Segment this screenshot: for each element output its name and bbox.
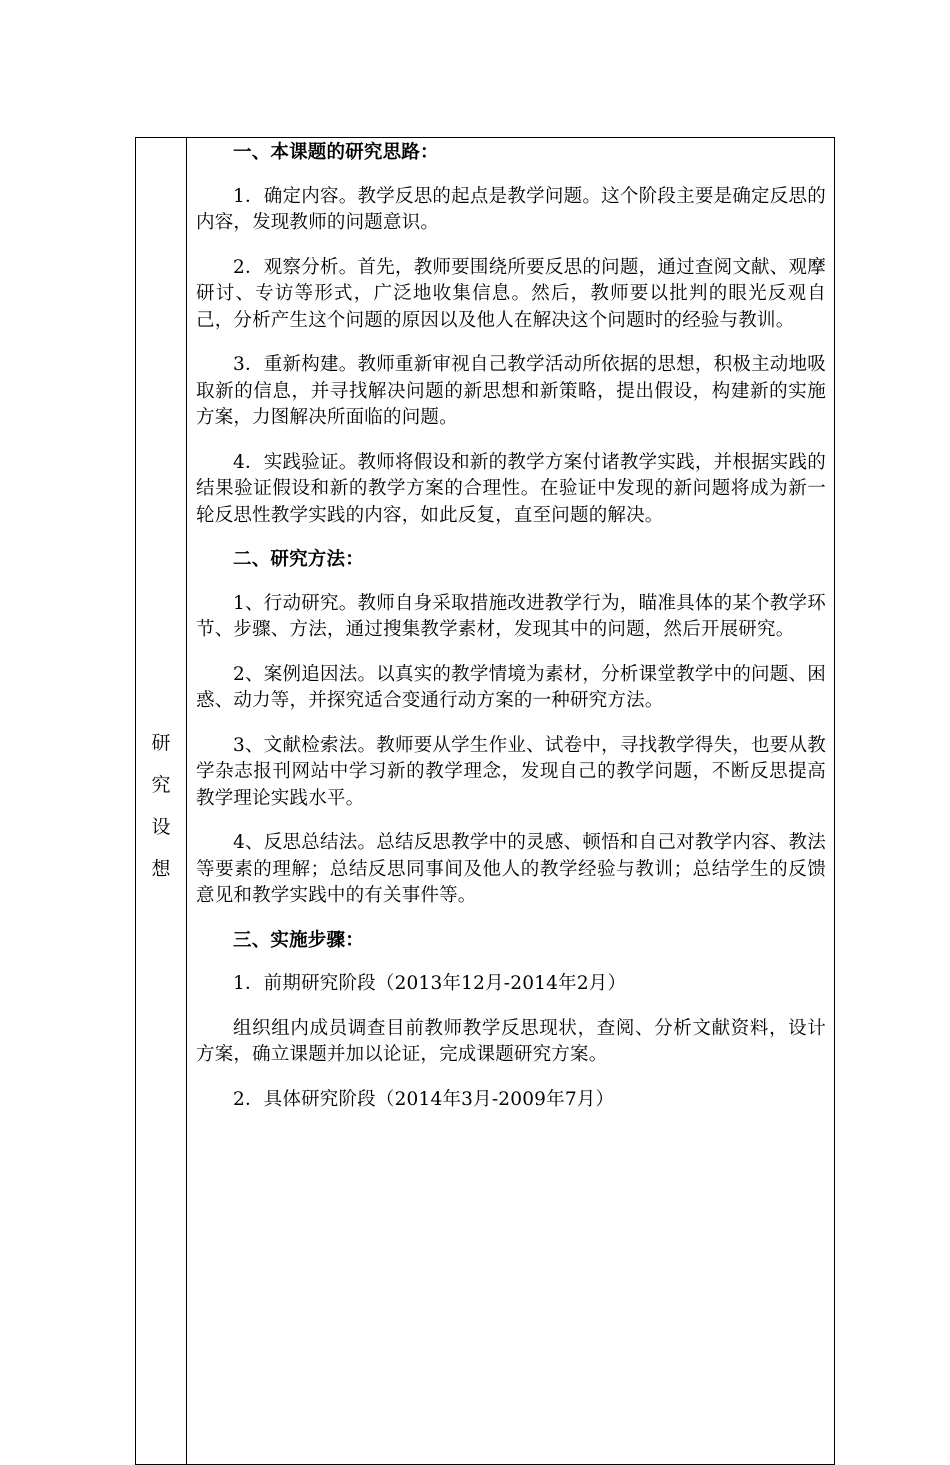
paragraph: 2、案例追因法。以真实的教学情境为素材，分析课堂教学中的问题、困惑、动力等，并探究适合变通行动方案的一种研究方法。 bbox=[196, 663, 826, 711]
paragraph: 1．确定内容。教学反思的起点是教学问题。这个阶段主要是确定反思的内容，发现教师的问题意识。 bbox=[196, 185, 826, 233]
label-char: 究 bbox=[151, 774, 171, 796]
paragraph: 2．具体研究阶段（2014年3月-2009年7月） bbox=[233, 1088, 615, 1110]
paragraph: 4、反思总结法。总结反思教学中的灵感、顿悟和自己对教学内容、教法等要素的理解；总结反思同事间及他人的教学经验与教训；总结学生的反馈意见和教学实践中的有关事件等。 bbox=[196, 832, 826, 906]
paragraph: 2．观察分析。首先，教师要围绕所要反思的问题，通过查阅文献、观摩研讨、专访等形式，广泛地收集信息。然后，教师要以批判的眼光反观自己，分析产生这个问题的原因以及他人在解决这个问题时的经验与教训。 bbox=[196, 256, 826, 331]
label-char: 研 bbox=[151, 732, 171, 754]
heading-research-approach: 一、本课题的研究思路： bbox=[233, 142, 439, 163]
section-label bbox=[151, 729, 170, 883]
heading-research-methods: 二、研究方法： bbox=[233, 549, 364, 570]
paragraph: 3．重新构建。教师重新审视自己教学活动所依据的思想，积极主动地吸取新的信息，并寻找解决问题的新思想和新策略，提出假设，构建新的实施方案，力图解决所面临的问题。 bbox=[196, 354, 826, 428]
paragraph: 4．实践验证。教师将假设和新的教学方案付诸教学实践，并根据实践的结果验证假设和新的教学方案的合理性。在验证中发现的新问题将成为新一轮反思性教学实践的内容，如此反复，直至问题的解决。 bbox=[196, 451, 826, 526]
paragraph: 1、行动研究。教师自身采取措施改进教学行为，瞄准具体的某个教学环节、步骤、方法，通过搜集教学素材，发现其中的问题，然后开展研究。 bbox=[196, 592, 826, 640]
label-char: 设 bbox=[151, 816, 171, 838]
paragraph: 3、文献检索法。教师要从学生作业、试卷中，寻找教学得失，也要从教学杂志报刊网站中学习新的教学理念，发现自己的教学问题，不断反思提高教学理论实践水平。 bbox=[196, 734, 826, 809]
label-char: 想 bbox=[151, 858, 171, 880]
paragraph: 组织组内成员调查目前教师教学反思现状，查阅、分析文献资料，设计方案，确立课题并加以论证，完成课题研究方案。 bbox=[196, 1017, 826, 1065]
section-label-cell bbox=[136, 138, 187, 1464]
content-cell bbox=[187, 138, 834, 1464]
paragraph: 1．前期研究阶段（2013年12月-2014年2月） bbox=[233, 973, 627, 994]
heading-implementation-steps: 三、实施步骤： bbox=[233, 929, 364, 951]
research-plan-table bbox=[135, 137, 835, 1465]
